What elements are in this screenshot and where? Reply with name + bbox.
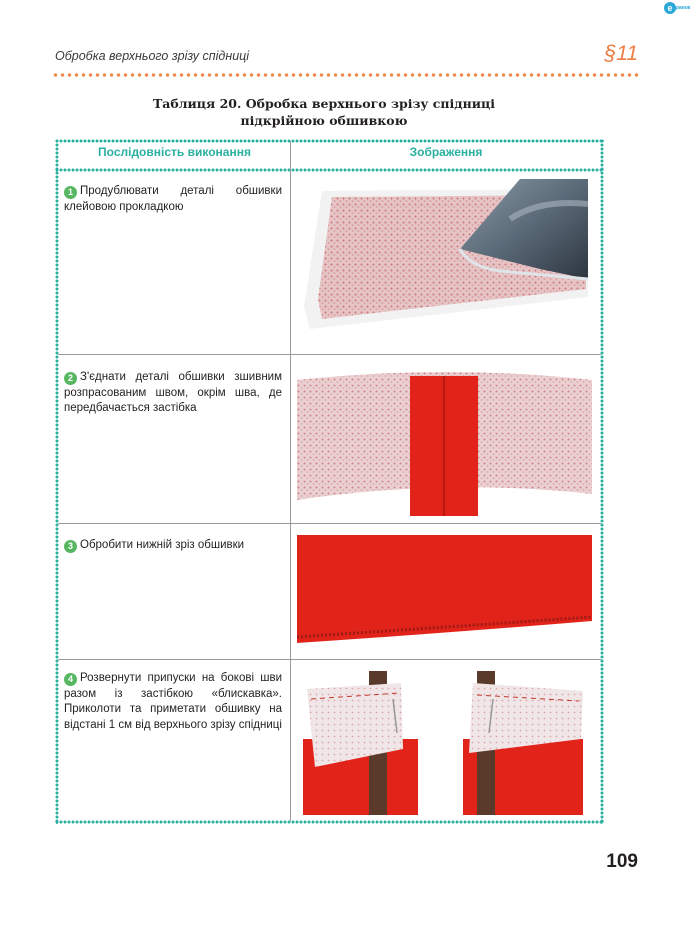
section-number: §11 bbox=[604, 42, 638, 65]
running-head: Обробка верхнього зрізу спідниці bbox=[55, 49, 250, 63]
table-border-left bbox=[55, 139, 59, 824]
step-number-badge: 4 bbox=[64, 673, 77, 686]
logo-mark-icon: e bbox=[664, 2, 676, 14]
column-header-image: Зображення bbox=[409, 145, 483, 159]
step-3 bbox=[64, 538, 282, 554]
table-border-right bbox=[600, 139, 604, 824]
step-1 bbox=[64, 184, 282, 215]
publisher-logo bbox=[664, 2, 694, 18]
facing-pinned-with-zipper-photo bbox=[297, 669, 589, 815]
step-number-badge: 1 bbox=[64, 186, 77, 199]
step-text: Продублювати деталі обшивки клейовою прокладкою bbox=[64, 185, 282, 213]
row-divider-1 bbox=[58, 354, 601, 355]
step-text: Розвернути припуски на бокові шви разом із застібкою «блискавка». Приколоти та приметати обшивку на відстані 1 см від верхнього зрізу спідниці bbox=[64, 672, 282, 731]
logo-subtext: ранок bbox=[676, 5, 691, 11]
step-2 bbox=[64, 370, 282, 417]
table-border-bottom bbox=[55, 820, 604, 824]
table-border-top bbox=[55, 139, 604, 143]
step-number-badge: 3 bbox=[64, 540, 77, 553]
row-divider-3 bbox=[58, 659, 601, 660]
table-title bbox=[100, 95, 548, 129]
step-text: З'єднати деталі обшивки зшивним розпрасованим швом, окрім шва, де передбачається застібка bbox=[64, 371, 282, 414]
table-title-line-2: підкрійною обшивкою bbox=[240, 113, 408, 128]
column-header-sequence: Послідовність виконання bbox=[98, 145, 251, 159]
step-4 bbox=[64, 671, 282, 733]
procedure-table bbox=[55, 139, 604, 824]
table-header-divider bbox=[55, 168, 604, 172]
table-title-line-1: Таблиця 20. Обробка верхнього зрізу спідниці bbox=[152, 96, 496, 111]
row-divider-2 bbox=[58, 523, 601, 524]
finished-lower-edge-photo bbox=[297, 533, 592, 653]
step-number-badge: 2 bbox=[64, 372, 77, 385]
page-number: 109 bbox=[606, 851, 638, 872]
header-dotted-rule bbox=[52, 73, 640, 77]
column-divider bbox=[290, 141, 291, 821]
step-text: Обробити нижній зріз обшивки bbox=[80, 539, 245, 551]
joined-facing-pressed-seam-photo bbox=[297, 366, 592, 516]
fusing-interfacing-with-iron-photo bbox=[300, 179, 588, 343]
